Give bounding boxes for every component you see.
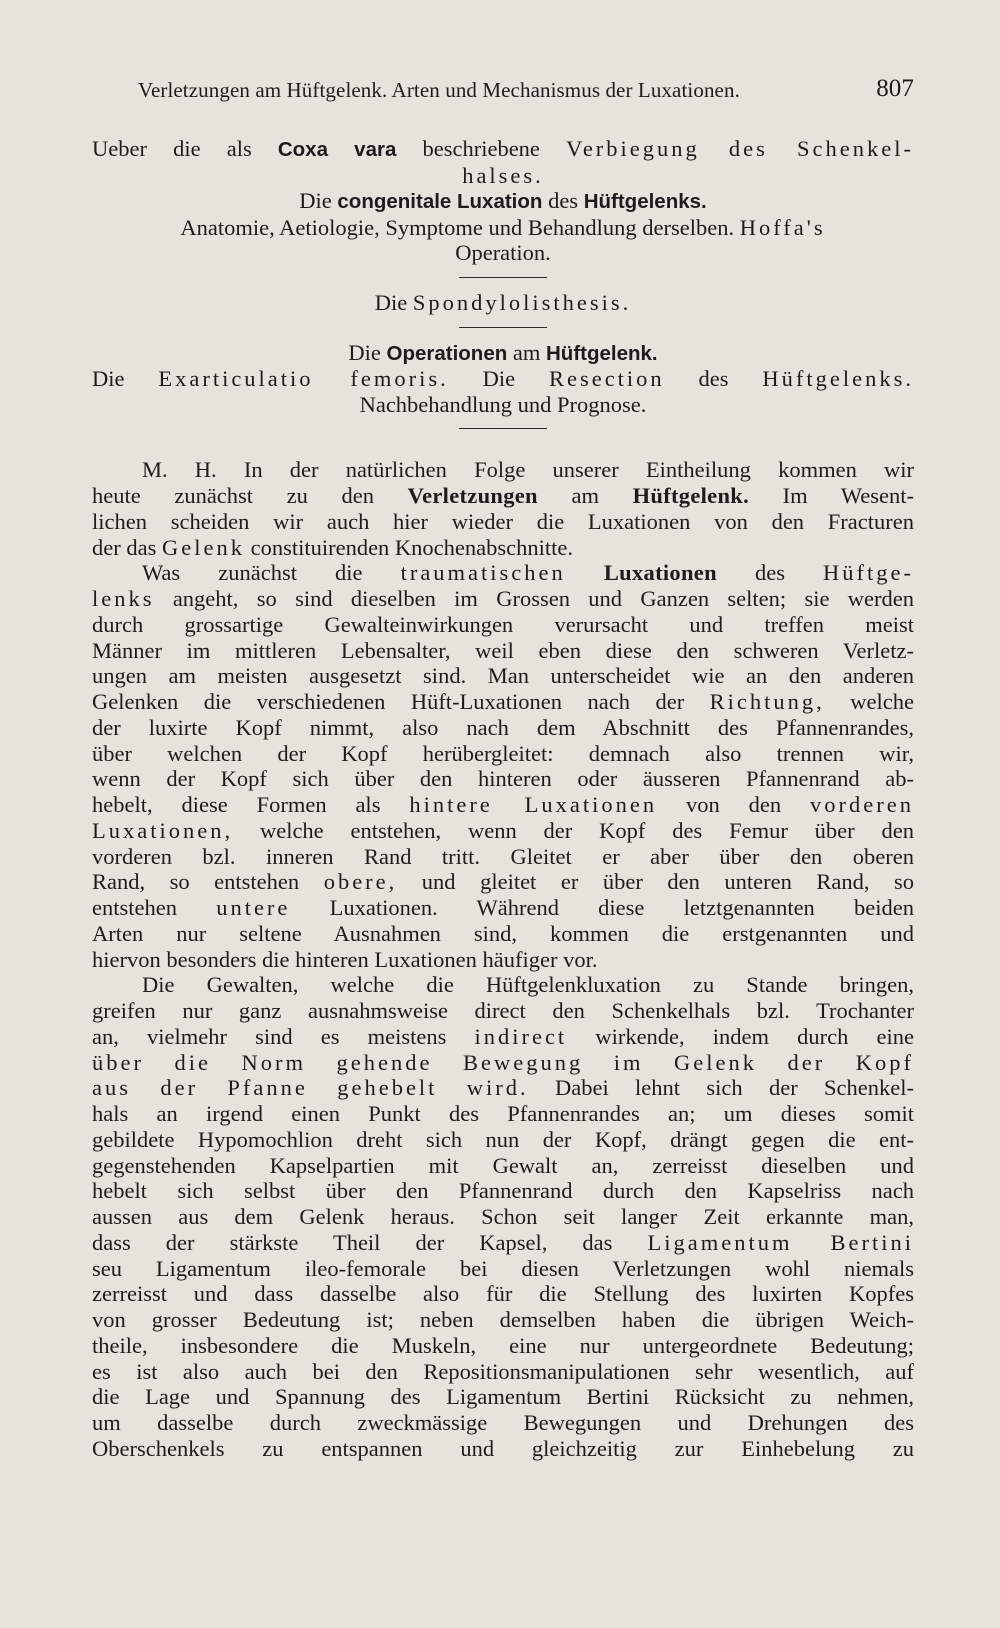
text-line: aus der Pfanne gehebelt wird. Dabei lehnt sich der Schenkel-: [92, 1075, 915, 1101]
contents-line: Die Operationen am Hüftgelenk.: [348, 339, 658, 365]
text-line: Rand, so entstehen obere, und gleitet er über den unteren Rand, so: [92, 869, 915, 895]
text-line: lenks angeht, so sind dieselben im Grossen und Ganzen selten; sie werden: [92, 586, 914, 612]
text-line: von grosser Bedeutung ist; neben demselben haben die übrigen Weich-: [92, 1307, 914, 1333]
text-line: zerreisst und dass dasselbe also für die Stellung des luxirten Kopfes: [92, 1281, 914, 1307]
running-head-title: Verletzungen am Hüftgelenk. Arten und Mechanismus der Luxationen.: [138, 78, 740, 102]
text-line: an, vielmehr sind es meistens indirect wirkende, indem durch eine: [92, 1023, 914, 1049]
text-line: Gelenken die verschiedenen Hüft-Luxationen nach der Richtung, welche: [92, 689, 914, 715]
text-line: durch grossartige Gewalteinwirkungen verursacht und treffen meist: [92, 611, 914, 637]
contents-line: Operation.: [455, 240, 551, 266]
section-rule: [459, 428, 547, 429]
text-line: Was zunächst die traumatischen Luxationen des Hüftge-: [142, 560, 914, 586]
contents-line: Ueber die als Coxa vara beschriebene Verbiegung des Schenkel-: [92, 136, 915, 161]
body-text: [92, 457, 914, 1461]
text-line: es ist also auch bei den Repositionsmanipulationen sehr wesentlich, auf: [92, 1358, 914, 1384]
contents-line: Nachbehandlung und Prognose.: [359, 391, 647, 417]
text-line: wenn der Kopf sich über den hinteren oder äusseren Pfannenrand ab-: [92, 766, 914, 792]
text-line: aussen aus dem Gelenk heraus. Schon seit langer Zeit erkannte man,: [92, 1204, 914, 1230]
text-line: gebildete Hypomochlion dreht sich nun der Kopf, drängt gegen die ent-: [92, 1126, 914, 1152]
text-line: Luxationen, welche entstehen, wenn der Kopf des Femur über den: [92, 817, 914, 843]
text-line: die Lage und Spannung des Ligamentum Bertini Rücksicht zu nehmen,: [92, 1384, 914, 1410]
section-rule: [459, 277, 547, 278]
page-number: 807: [876, 75, 914, 102]
text-line: hals an irgend einen Punkt des Pfannenrandes an; um dieses somit: [92, 1101, 914, 1127]
text-line: entstehen untere Luxationen. Während diese letztgenannten beiden: [92, 895, 914, 921]
contents-line: Die congenitale Luxation des Hüftgelenks.: [299, 188, 707, 214]
text-line: hebelt sich selbst über den Pfannenrand durch den Kapselriss nach: [92, 1178, 914, 1204]
text-line: greifen nur ganz ausnahmsweise direct den Schenkelhals bzl. Trochanter: [92, 998, 914, 1024]
text-line: theile, insbesondere die Muskeln, eine nur untergeordnete Bedeutung;: [92, 1332, 914, 1358]
text-line: heute zunächst zu den Verletzungen am Hüftgelenk. Im Wesent-: [92, 483, 914, 509]
text-line: hiervon besonders die hinteren Luxationen häufiger vor.: [92, 946, 598, 972]
text-line: Oberschenkels zu entspannen und gleichzeitig zur Einhebelung zu: [92, 1435, 914, 1461]
text-line: ungen am meisten ausgesetzt sind. Man unterscheidet wie an den anderen: [92, 663, 914, 689]
text-line: der luxirte Kopf nimmt, also nach dem Abschnitt des Pfannenrandes,: [92, 714, 914, 740]
contents-line: Die Exarticulatio femoris. Die Resection des Hüftgelenks.: [92, 366, 914, 392]
text-line: Männer im mittleren Lebensalter, weil eben diese den schweren Verletz-: [92, 637, 914, 663]
text-line: vorderen bzl. inneren Rand tritt. Gleitet er aber über den oberen: [92, 843, 914, 869]
text-line: hebelt, diese Formen als hintere Luxationen von den vorderen: [92, 792, 914, 818]
text-line: über die Norm gehende Bewegung im Gelenk der Kopf: [92, 1049, 914, 1075]
section-rule: [459, 327, 547, 328]
text-line: dass der stärkste Theil der Kapsel, das Ligamentum Bertini: [92, 1229, 914, 1255]
contents-line: halses.: [462, 162, 544, 188]
text-line: gegenstehenden Kapselpartien mit Gewalt an, zerreisst dieselben und: [92, 1152, 914, 1178]
chapter-contents: [92, 136, 914, 429]
running-head: [92, 75, 914, 112]
contents-line: Anatomie, Aetiologie, Symptome und Behandlung derselben. Hoffa's: [180, 214, 826, 240]
text-line: um dasselbe durch zweckmässige Bewegungen und Drehungen des: [92, 1410, 914, 1436]
text-line: Arten nur seltene Ausnahmen sind, kommen die erstgenannten und: [92, 920, 914, 946]
text-line: seu Ligamentum ileo-femorale bei diesen Verletzungen wohl niemals: [92, 1255, 914, 1281]
text-line: lichen scheiden wir auch hier wieder die Luxationen von den Fracturen: [92, 508, 914, 534]
text-line: Die Gewalten, welche die Hüftgelenkluxation zu Stande bringen,: [142, 972, 914, 998]
text-line: über welchen der Kopf herübergleitet: demnach also trennen wir,: [92, 740, 914, 766]
contents-line: Die Spondylolisthesis.: [374, 289, 632, 315]
text-line: M. H. In der natürlichen Folge unserer Eintheilung kommen wir: [142, 457, 914, 483]
text-line: der das Gelenk constituirenden Knochenabschnitte.: [92, 534, 573, 560]
